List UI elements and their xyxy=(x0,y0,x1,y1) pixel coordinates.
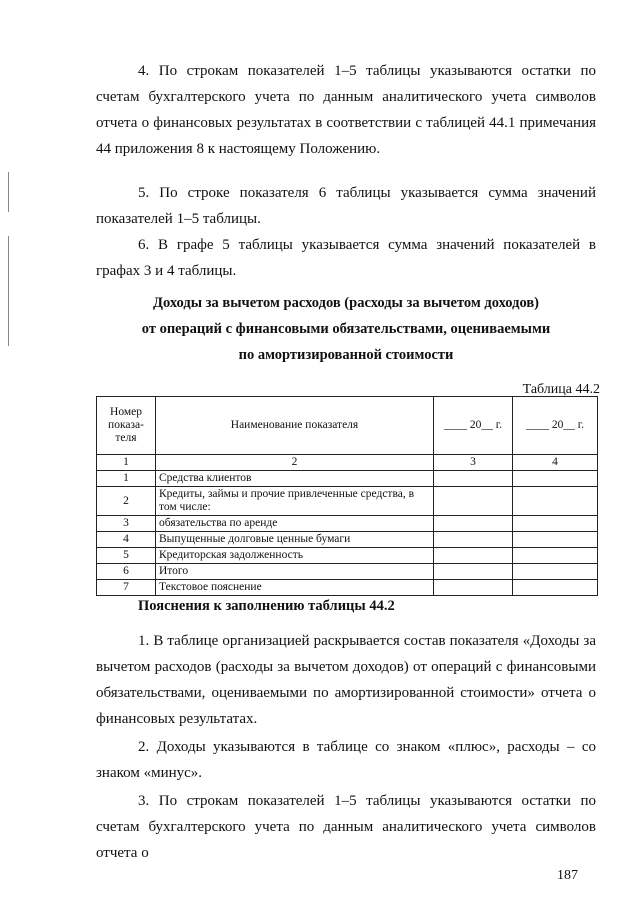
section-heading-line-1: Доходы за вычетом расходов (расходы за вычетом доходов) xyxy=(152,295,540,311)
row-label: Текстовое пояснение xyxy=(156,580,434,596)
paragraph-6: 6. В графе 5 таблицы указывается сумма значений показателей в графах 3 и 4 таблицы. xyxy=(96,237,596,279)
col-number: 2 xyxy=(156,455,434,471)
margin-mark xyxy=(8,172,9,212)
row-label: Выпущенные долговые ценные бумаги xyxy=(156,532,434,548)
data-table xyxy=(96,396,598,596)
table-caption: Таблица 44.2 xyxy=(522,382,600,397)
section-heading-line-2: от операций с финансовыми обязательствами, оцениваемыми xyxy=(141,321,551,337)
table-row xyxy=(97,580,598,596)
row-label: Кредиты, займы и прочие привлеченные средства, в том числе: xyxy=(156,487,434,516)
header-number: Номер показа-теля xyxy=(97,397,156,455)
header-year-1: ____ 20__ г. xyxy=(434,397,513,455)
table-row xyxy=(97,564,598,580)
row-number: 7 xyxy=(97,580,156,596)
row-number: 1 xyxy=(97,471,156,487)
paragraph-5: 5. По строке показателя 6 таблицы указывается сумма значений показателей 1–5 таблицы. xyxy=(96,185,596,227)
row-label: обязательства по аренде xyxy=(156,516,434,532)
table-row xyxy=(97,471,598,487)
row-label: Итого xyxy=(156,564,434,580)
section-heading-line-3: по амортизированной стоимости xyxy=(238,347,454,363)
explanation-2: 2. Доходы указываются в таблице со знаком «плюс», расходы – со знаком «минус». xyxy=(96,739,596,781)
col-number: 1 xyxy=(97,455,156,471)
row-label: Кредиторская задолженность xyxy=(156,548,434,564)
page-number: 187 xyxy=(557,868,578,883)
header-name: Наименование показателя xyxy=(156,397,434,455)
table-row xyxy=(97,516,598,532)
table-row xyxy=(97,487,598,516)
table-row xyxy=(97,532,598,548)
header-year-2: ____ 20__ г. xyxy=(513,397,598,455)
row-number: 4 xyxy=(97,532,156,548)
row-number: 2 xyxy=(97,487,156,516)
explanation-3: 3. По строкам показателей 1–5 таблицы указываются остатки по счетам бухгалтерского учета по данным аналитического учета символов отчета о xyxy=(96,793,596,861)
col-number: 3 xyxy=(434,455,513,471)
margin-mark xyxy=(8,236,9,346)
explanations-heading: Пояснения к заполнению таблицы 44.2 xyxy=(138,598,395,614)
row-number: 6 xyxy=(97,564,156,580)
paragraph-4: 4. По строкам показателей 1–5 таблицы указываются остатки по счетам бухгалтерского учета по данным аналитического учета символов отчета о финансовых результатах в соответствии с таблицей 44.1 примечания 44 приложения 8 к настоящему Положению. xyxy=(96,63,596,157)
row-number: 5 xyxy=(97,548,156,564)
col-number: 4 xyxy=(513,455,598,471)
row-number: 3 xyxy=(97,516,156,532)
row-label: Средства клиентов xyxy=(156,471,434,487)
explanation-1: 1. В таблице организацией раскрывается состав показателя «Доходы за вычетом расходов (расходы за вычетом доходов) от операций с финансовыми обязательствами, оцениваемыми по амортизированной стоимости» отчета о финансовых результатах. xyxy=(96,633,596,727)
table-row xyxy=(97,548,598,564)
